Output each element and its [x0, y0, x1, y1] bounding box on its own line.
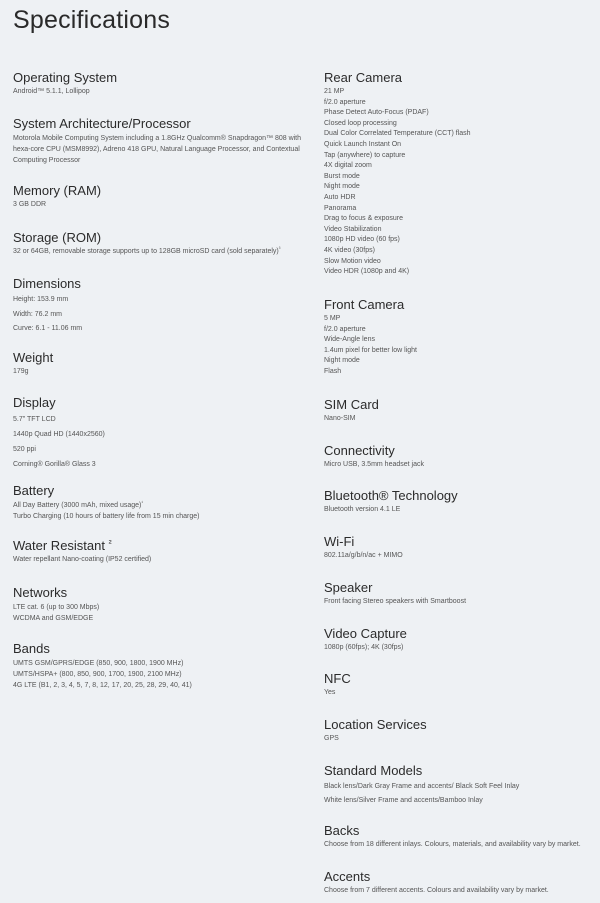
- spec-title: Weight: [13, 350, 54, 365]
- spec-line: Auto HDR: [324, 193, 356, 201]
- spec-section-standard-models: [324, 762, 596, 808]
- spec-line: All Day Battery (3000 mAh, mixed usage)$^{^1}$: [13, 500, 144, 509]
- page-title: Specifications: [13, 6, 171, 34]
- spec-section-operating-system: [13, 69, 303, 97]
- spec-section-weight: [13, 349, 303, 377]
- spec-line: 21 MP: [324, 88, 345, 95]
- spec-line: Corning® Gorilla® Glass 3: [13, 461, 96, 468]
- spec-section-networks: [13, 584, 303, 624]
- spec-title: Location Services: [324, 717, 427, 732]
- spec-line: Nano-SIM: [324, 415, 356, 422]
- spec-line: 1080p (60fps); 4K (30fps): [324, 644, 404, 651]
- spec-lines: [324, 551, 596, 561]
- spec-title: Speaker: [324, 580, 373, 595]
- spec-line: LTE cat. 6 (up to 300 Mbps): [13, 604, 100, 611]
- spec-section-dimensions: [13, 275, 303, 337]
- spec-line: Height: 153.9 mm: [13, 296, 69, 303]
- spec-line: GPS: [324, 735, 339, 742]
- spec-title: Bands: [13, 641, 50, 656]
- spec-line: White lens/Silver Frame and accents/Bamboo Inlay: [324, 797, 483, 804]
- spec-section-wi-fi: [324, 533, 596, 561]
- spec-lines: [13, 293, 303, 337]
- spec-line: 5.7" TFT LCD: [13, 416, 56, 423]
- spec-section-backs: [324, 822, 596, 850]
- spec-line: Dual Color Correlated Temperature (CCT) flash: [324, 130, 471, 138]
- spec-section-speaker: [324, 579, 596, 607]
- spec-title: Standard Models: [324, 763, 423, 778]
- spec-line: Motorola Mobile Computing System including a 1.8GHz Qualcomm® Snapdragon™ 808 with hexa-core CPU (MSM8992), Adreno 418 GPU, Natural Language Processor, and Contextual Computing Processor: [13, 135, 302, 164]
- spec-line: 1440p Quad HD (1440x2560): [13, 431, 105, 438]
- spec-section-storage-rom: [13, 229, 303, 257]
- spec-title: Dimensions: [13, 276, 81, 291]
- spec-line: Phase Detect Auto-Focus (PDAF): [324, 109, 429, 117]
- spec-title: Connectivity: [324, 443, 395, 458]
- spec-line: Slow Motion video: [324, 257, 381, 265]
- spec-line: Choose from 18 different inlays. Colours, materials, and availability vary by market.: [324, 841, 581, 848]
- spec-line: Tap (anywhere) to capture: [324, 151, 406, 159]
- spec-title: System Architecture/Processor: [13, 116, 191, 131]
- spec-lines: [324, 460, 596, 470]
- spec-section-nfc: [324, 670, 596, 698]
- spec-lines: [13, 412, 303, 472]
- spec-lines: [324, 597, 596, 607]
- spec-lines: [324, 314, 596, 378]
- spec-line: Bluetooth version 4.1 LE: [324, 506, 401, 513]
- spec-section-memory-ram: [13, 182, 303, 210]
- spec-section-water-resistant: [13, 537, 303, 565]
- spec-line: Burst mode: [324, 172, 360, 180]
- spec-section-battery: [13, 482, 303, 522]
- spec-line: 3 GB DDR: [13, 201, 47, 208]
- spec-line: 5 MP: [324, 315, 341, 322]
- spec-line: Panorama: [324, 204, 357, 212]
- spec-line: Night mode: [324, 183, 360, 191]
- spec-line: Wide-Angle lens: [324, 336, 375, 344]
- spec-line: Closed loop processing: [324, 119, 397, 127]
- spec-title: Rear Camera: [324, 70, 403, 85]
- spec-section-front-camera: [324, 296, 596, 378]
- spec-line: 802.11a/g/b/n/ac + MIMO: [324, 552, 403, 559]
- spec-line: UMTS/HSPA+ (800, 850, 900, 1700, 1900, 2100 MHz): [13, 671, 182, 678]
- spec-lines: [324, 87, 596, 278]
- spec-title: Operating System: [13, 70, 118, 85]
- spec-line: Flash: [324, 367, 342, 375]
- spec-lines: [324, 688, 596, 698]
- spec-title: Water Resistant $^{^2}$: [13, 538, 112, 553]
- spec-section-display: [13, 394, 303, 472]
- spec-section-rear-camera: [324, 69, 596, 278]
- spec-line: 1080p HD video (60 fps): [324, 236, 400, 244]
- spec-line: Front facing Stereo speakers with Smartboost: [324, 598, 467, 605]
- spec-lines: [324, 734, 596, 744]
- spec-lines: [13, 555, 303, 565]
- spec-line: 4G LTE (B1, 2, 3, 4, 5, 7, 8, 12, 17, 20, 25, 28, 29, 40, 41): [13, 682, 192, 689]
- spec-lines: [13, 367, 303, 377]
- spec-line: Water repellant Nano-coating (IP52 certified): [13, 556, 152, 563]
- spec-line: 1.4um pixel for better low light: [324, 346, 417, 354]
- spec-lines: [13, 133, 303, 166]
- spec-line: Width: 76.2 mm: [13, 310, 63, 318]
- spec-line: UMTS GSM/GPRS/EDGE (850, 900, 1800, 1900 MHz): [13, 660, 184, 667]
- spec-section-location-services: [324, 716, 596, 744]
- spec-line: f/2.0 aperture: [324, 98, 366, 106]
- spec-title: Battery: [13, 483, 55, 498]
- spec-title: Memory (RAM): [13, 183, 102, 198]
- spec-line: Choose from 7 different accents. Colours and availability vary by market.: [324, 887, 549, 894]
- spec-line: 179g: [13, 368, 29, 375]
- spec-lines: [324, 780, 596, 808]
- spec-title: Display: [13, 395, 56, 410]
- spec-section-sim-card: [324, 396, 596, 424]
- spec-section-bluetooth-technology: [324, 487, 596, 515]
- spec-line: Black lens/Dark Gray Frame and accents/ Black Soft Feel Inlay: [324, 783, 520, 790]
- spec-lines: [13, 500, 303, 522]
- spec-section-connectivity: [324, 442, 596, 470]
- spec-lines: [324, 840, 596, 850]
- spec-line: Drag to focus & exposure: [324, 215, 403, 223]
- spec-line: Video Stabilization: [324, 225, 382, 233]
- spec-line: 4K video (30fps): [324, 246, 375, 254]
- spec-line: Video HDR (1080p and 4K): [324, 268, 410, 276]
- spec-line: Micro USB, 3.5mm headset jack: [324, 461, 424, 468]
- spec-line: f/2.0 aperture: [324, 325, 366, 333]
- spec-line: 4X digital zoom: [324, 162, 372, 170]
- spec-title: Wi-Fi: [324, 534, 355, 549]
- spec-lines: [324, 505, 596, 515]
- spec-lines: [13, 658, 303, 691]
- spec-title: Bluetooth® Technology: [324, 488, 458, 503]
- spec-lines: [324, 414, 596, 424]
- spec-section-bands: [13, 640, 303, 691]
- spec-line: Android™ 5.1.1, Lollipop: [13, 88, 90, 95]
- spec-lines: [13, 200, 303, 210]
- spec-lines: [324, 643, 596, 653]
- spec-title: Accents: [324, 869, 371, 884]
- spec-lines: [324, 886, 596, 896]
- spec-title: Networks: [13, 585, 68, 600]
- spec-line: WCDMA and GSM/EDGE: [13, 615, 94, 622]
- spec-lines: [13, 87, 303, 97]
- spec-section-video-capture: [324, 625, 596, 653]
- spec-title: Storage (ROM): [13, 230, 102, 245]
- spec-line: Turbo Charging (10 hours of battery life from 15 min charge): [13, 513, 200, 520]
- spec-line: Night mode: [324, 357, 360, 365]
- spec-line: Quick Launch Instant On: [324, 140, 402, 148]
- spec-title: Video Capture: [324, 626, 407, 641]
- spec-title: SIM Card: [324, 397, 379, 412]
- spec-section-accents: [324, 868, 596, 896]
- spec-line: 520 ppi: [13, 446, 36, 453]
- spec-line: Yes: [324, 689, 336, 696]
- spec-title: NFC: [324, 671, 351, 686]
- spec-lines: [13, 602, 303, 624]
- spec-section-system-architecture-processor: [13, 115, 303, 166]
- spec-lines: [13, 247, 303, 257]
- spec-line: Curve: 6.1 - 11.06 mm: [13, 325, 83, 332]
- spec-title: Backs: [324, 823, 360, 838]
- spec-line: 32 or 64GB, removable storage supports up to 128GB microSD card (sold separately)$^{^3}$: [13, 246, 281, 255]
- spec-title: Front Camera: [324, 297, 405, 312]
